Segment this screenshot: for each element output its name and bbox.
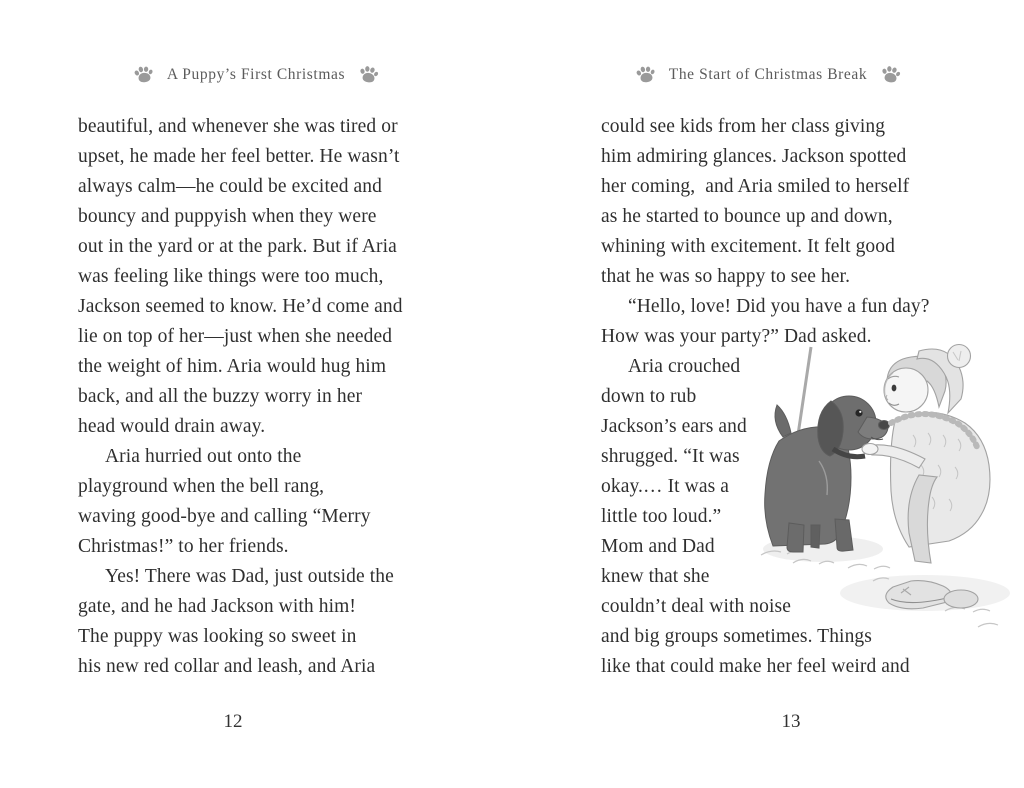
text-line: How was your party?” Dad asked.	[601, 326, 872, 347]
text-line: the weight of him. Aria would hug him	[78, 356, 387, 377]
text-line: Aria crouched	[628, 356, 741, 377]
text-line: lie on top of her—just when she needed	[78, 326, 393, 347]
text-line: back, and all the buzzy worry in her	[78, 386, 363, 407]
text-line: playground when the bell rang,	[78, 476, 325, 497]
right-chapter-title: The Start of Christmas Break	[668, 65, 868, 83]
text-line: down to rub	[601, 386, 697, 407]
left-page-number: 12	[223, 711, 243, 732]
illustration-girl-and-puppy	[753, 343, 1020, 661]
left-running-head	[0, 65, 512, 84]
text-line: as he started to bounce up and down,	[601, 206, 893, 227]
text-line: little too loud.”	[601, 506, 722, 527]
text-line: bouncy and puppyish when they were	[78, 206, 377, 227]
girl-aria	[862, 345, 990, 609]
text-line: that he was so happy to see her.	[601, 266, 851, 287]
text-line: knew that she	[601, 566, 710, 587]
paw-print-icon	[635, 65, 656, 84]
paw-print-icon	[880, 65, 901, 84]
text-line: gate, and he had Jackson with him!	[78, 596, 356, 617]
text-line: head would drain away.	[78, 416, 266, 437]
text-line: was feeling like things were too much,	[78, 266, 384, 287]
text-line: “Hello, love! Did you have a fun day?	[628, 296, 930, 317]
text-line: whining with excitement. It felt good	[601, 236, 895, 257]
text-line: his new red collar and leash, and Aria	[78, 656, 376, 677]
text-line: her coming, and Aria smiled to herself	[601, 176, 910, 197]
text-line: Yes! There was Dad, just outside the	[105, 566, 394, 587]
text-line: Jackson seemed to know. He’d come and	[78, 296, 403, 317]
text-line: couldn’t deal with noise	[601, 596, 791, 617]
right-running-head	[512, 65, 1024, 84]
text-line: beautiful, and whenever she was tired or	[78, 116, 398, 137]
text-line: waving good-bye and calling “Merry	[78, 506, 371, 527]
left-page-text	[78, 112, 403, 682]
text-line: like that could make her feel weird and	[601, 656, 910, 677]
text-line: and big groups sometimes. Things	[601, 626, 872, 647]
text-line: okay.… It was a	[601, 476, 730, 497]
text-line: shrugged. “It was	[601, 446, 740, 467]
text-line: Mom and Dad	[601, 536, 715, 557]
puppy-jackson	[765, 396, 890, 552]
left-chapter-title: A Puppy’s First Christmas	[166, 65, 346, 83]
text-line: The puppy was looking so sweet in	[78, 626, 357, 647]
text-line: upset, he made her feel better. He wasn’t	[78, 146, 400, 167]
text-line: always calm—he could be excited and	[78, 176, 383, 197]
paw-print-icon	[358, 65, 379, 84]
text-line: Jackson’s ears and	[601, 416, 747, 437]
text-line: out in the yard or at the park. But if Aria	[78, 236, 397, 257]
text-line: Christmas!” to her friends.	[78, 536, 289, 557]
text-line: could see kids from her class giving	[601, 116, 886, 137]
text-line: Aria hurried out onto the	[105, 446, 302, 467]
right-page-number: 13	[781, 711, 801, 732]
paw-print-icon	[133, 65, 154, 84]
text-line: him admiring glances. Jackson spotted	[601, 146, 907, 167]
